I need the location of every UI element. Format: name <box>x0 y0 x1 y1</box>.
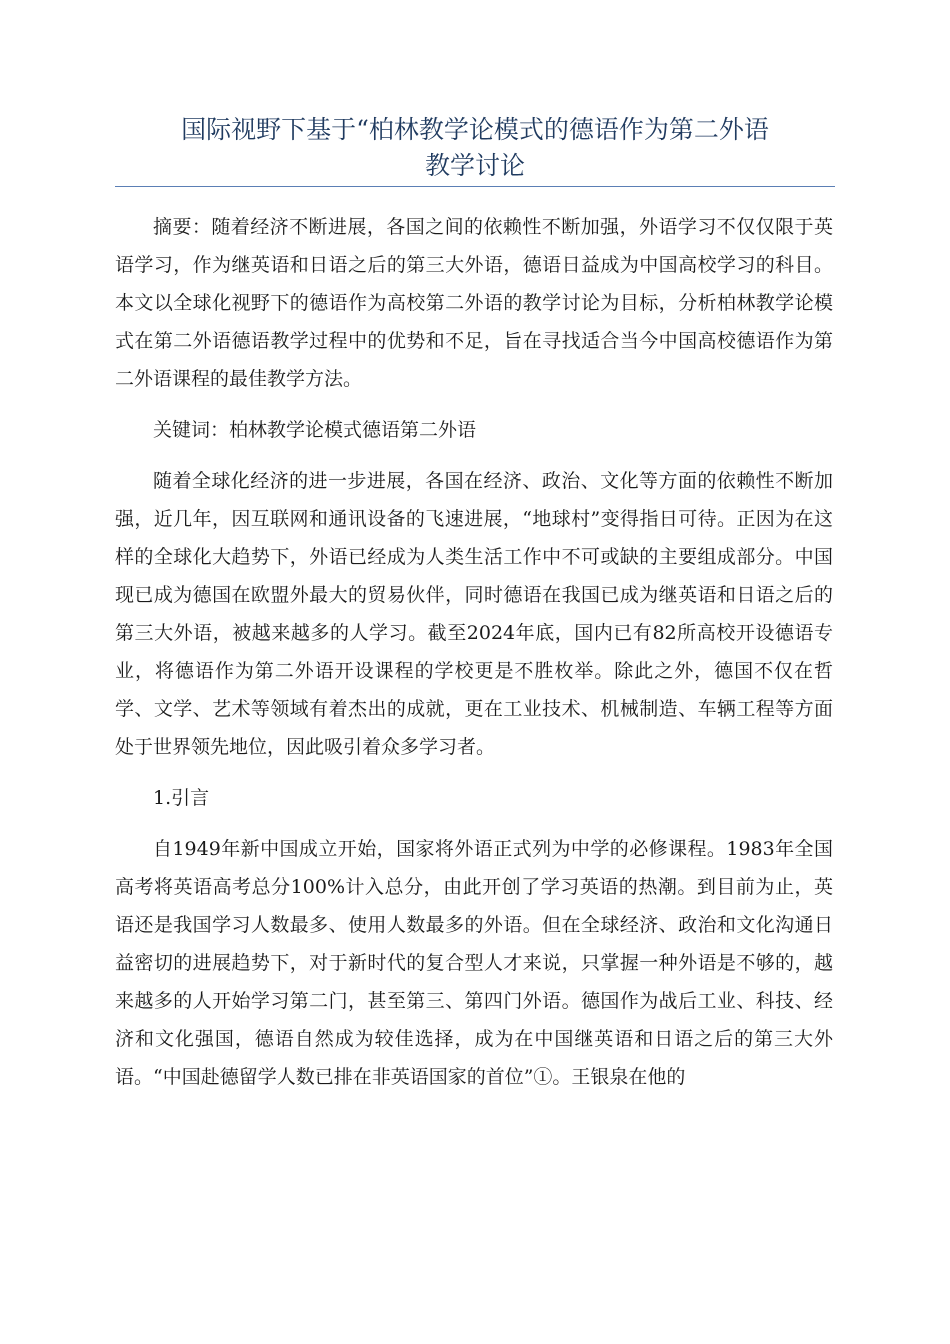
title-divider <box>115 186 835 187</box>
intro-paragraph: 随着全球化经济的进一步进展，各国在经济、政治、文化等方面的依赖性不断加强，近几年，因互联网和通讯设备的飞速进展，“地球村”变得指日可待。正因为在这样的全球化大趋势下，外语已经成为人类生活工作中不可或缺的主要组成部分。中国现已成为德国在欧盟外最大的贸易伙伴，同时德语在我国已成为继英语和日语之后的第三大外语，被越来越多的人学习。截至2024年底，国内已有82所高校开设德语专业，将德语作为第二外语开设课程的学校更是不胜枚举。除此之外，德国不仅在哲学、文学、艺术等领域有着杰出的成就，更在工业技术、机械制造、车辆工程等方面处于世界领先地位，因此吸引着众多学习者。 <box>115 470 833 758</box>
title-line-2: 教学讨论 <box>424 151 525 180</box>
title-line-1: 国际视野下基于“柏林教学论模式的德语作为第二外语 <box>181 115 769 144</box>
keywords-line: 关键词：柏林教学论模式德语第二外语 <box>153 419 477 441</box>
document-title <box>115 112 835 184</box>
section-paragraph: 自1949年新中国成立开始，国家将外语正式列为中学的必修课程。1983年全国高考将英语高考总分100%计入总分，由此开创了学习英语的热潮。到目前为止，英语还是我国学习人数最多、使用人数最多的外语。但在全球经济、政治和文化沟通日益密切的进展趋势下，对于新时代的复合型人才来说，只掌握一种外语是不够的，越来越多的人开始学习第二门，甚至第三、第四门外语。德国作为战后工业、科技、经济和文化强国，德语自然成为较佳选择，成为在中国继英语和日语之后的第三大外语。“中国赴德留学人数已排在非英语国家的首位”①。王银泉在他的 <box>115 838 833 1088</box>
section-heading: 1.引言 <box>153 787 210 809</box>
abstract-paragraph: 摘要：随着经济不断进展，各国之间的依赖性不断加强，外语学习不仅仅限于英语学习，作为继英语和日语之后的第三大外语，德语日益成为中国高校学习的科目。本文以全球化视野下的德语作为高校第二外语的教学讨论为目标，分析柏林教学论模式在第二外语德语教学过程中的优势和不足，旨在寻找适合当今中国高校德语作为第二外语课程的最佳教学方法。 <box>115 216 833 390</box>
document-body <box>115 208 833 1109</box>
